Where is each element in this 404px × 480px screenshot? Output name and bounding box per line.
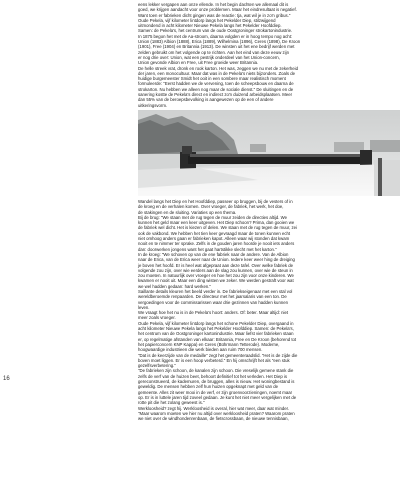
text-line: naar de Erica, van de Erica weer naar de Union. Iedere keer weer hing de dreiging [138,257,295,263]
article-photo [138,110,400,196]
article-text-bottom [138,199,400,421]
text-line: volgende zou zijn, over wie eerders aan de slag zou kunnen, over wie de steun in [138,267,293,273]
text-line: eens lekker vergapen aan onze ellende. In het begin dachten we allemaal dit is [138,2,289,7]
text-line: Oude Pekela, vijf kilometer lintdorp langs het Pekelder Diep, stilzwijgend [138,17,276,23]
text-line: we niet over de windhondenrenbaan, de fietscrossbaan, de nieuwe tennisbaan, [138,416,289,422]
text-line: dan: doorwerken jongens want het gaat hartstikke slecht met het karton." [138,246,277,252]
text-line: het papierconcern KNP Kappa) en Ceres (Bührmann Tetterode). Moderne, [138,341,280,347]
text-line: zelden gebruikt om het volgende op te richten. Aan het eind van deze eeuw zijn [138,49,289,55]
text-line: Werkloosheid? zegt hij. Werkloosheid is overal, hier wat meer, daar wat minder. [138,405,290,411]
text-line: Saillante details kleuren het beeld verder in. De fabriekseigenaar met een stal vol [138,288,293,294]
text-line: De helle streek vrat, dronk en rook karton. Het was, zeggen we nu met de zekerheid [138,65,299,71]
text-line: uitmondend in acht kilometer Nieuwe Pekela langs het Pekelder Hoofddiep. [138,23,282,29]
text-line: gezelfsverbetering." [138,363,176,369]
text-line: huidige burgemeester Smidt het ooit in een sombere maar realistisch moment [138,76,286,82]
text-line: goed, we krijgen aandacht voor onze problemen. Maar het eindresultaat is negatief. [138,7,297,13]
text-line: "Maar waarom moeten we hier nu altijd over werkloosheid praten? Waarom praten [138,410,295,416]
text-line: dan 55% van de beroepsbevolking is aangewezen op de een of andere [138,97,274,103]
text-line: Wandel langs het Diep en het Hoofddiep, passeer op bruggen, bij de vesters of in [138,198,293,204]
text-line: meer zoals vroeger. [138,315,176,321]
text-line: de fabriek wel dicht. Het is kiezen of delen. We staan met de rug tegen de muur, zei [138,225,297,231]
text-line: nooit en te nimmer ter sprake. Zelfs in de gouden jaren hoorde je nooit iets anders [138,241,295,247]
text-line: de stakingen en de sluiting. Variaties op een thema. [138,209,237,215]
text-line: kunnen het geld maar een keer uitgeven. Het Diep schoon? Prima, dan gooien we [138,220,295,226]
text-line: acht kilometer Nieuwe Pekela langs het Pekelder Hoofddiep. Samen: de Pekela's, [138,326,294,332]
text-line: we wel hadden gedaan: hard werken." [138,283,211,289]
text-line: uitkeringsvorm. [138,102,168,108]
text-line: je boven het hoofd. Er is heel wat afgepraat aan deze tafel. Over welke fabriek de [138,262,294,268]
text-line: er, op regelmatige afstanden van elkaar: Britannia, Free en De Kroon (behorend tot [138,336,297,342]
text-line: zelfs de verf van de huizen beet, behoort definitief tot het verleden. Het Diep is [138,373,288,379]
text-line: de kroeg en de verhalen komen. Over vroeger, de fabriek, het werk, het doe, [138,204,284,210]
text-line: op. Er is in luttele jaren tijd zoveel gedaan. Je kunt het niet meer vergelijken met de [138,394,297,400]
text-line: "De fabrieken zijn schoon, de kanalen zijn schoon. Die vreselijk gemene stank die [138,368,294,374]
text-line: sanering kostte de Pekela's direct en indirect zo'n duizend arbeidsplaatsen. Meer [138,92,293,98]
text-line: Want toen er fabrieken dicht gingen was de reactie: tja, wat wil je in zo'n gribus." [138,12,291,18]
text-line: "Dat is de keerzijde van de medaille" zegt het gemeenteraadslid. "Het is de zijde die [138,352,298,358]
text-line: formuleerde: "Eerst hadden we de vervening, toen de scheepsbouw en daarna de [138,81,294,87]
text-line: In de kroeg: "We schoven op van de ene fabriek naar de andere. Van de Albion [138,251,289,257]
text-line: er nog drie over: Union, wat een pestrijk onderdeel van het Union-concern, [138,54,280,60]
text-line: Oude Pekela, vijf kilometer lintdorp langs het schone Pekelder Diep, overgaand in [138,320,294,326]
text-line: Union (1883) Albion (1888), Erica (1889), Wilhelmina (1896), Ceres (1898), De Kroon [138,39,301,45]
text-line: rotte pit die het zolang geweest is." [138,400,205,406]
text-line: geweldig. De mensen hebben zelf hun huizen opgeknapt met geld van de [138,384,278,390]
text-line: kwamen er nooit uit. Maar een ding wisten we zeker. We werden gestraft voor wat [138,278,294,284]
text-line: vergoedingen voor de commissarissen waar drie gezinnen van hadden kunnen [138,299,289,305]
text-line: leven. [138,304,150,310]
text-line: het centrum van de Oostgroninger kartonindustrie. Maar liefst vier fabrieken staan [138,331,294,337]
text-line: boven moet liggen. Er is een hoop verbeterd." En hij omschrijft het als "een stuk [138,357,290,363]
text-line: Bij de brug: "We staan met de rug tegen de muur zeiden de directies altijd. We [138,214,287,220]
text-line: We vraagt hoe het nu is in de Pekela's hoort: anders. Of: beter. Maar altijd: niet [138,310,289,316]
text-line: strokarton. Nu hebben we alleen nog maar de sociale dienst." De sluitingen en de [138,86,294,92]
article-column [138,2,400,421]
text-line: wereldberoemde renpaarden. De directeur met het jaarsalaris van een ton. De [138,294,287,300]
text-line: In 1875 begon het met de Aa-stroom, daarna volgden er in hoog tempo nog acht: [138,33,293,39]
article-text-top [138,2,400,108]
text-line: Samen: de Pekela's, het centrum van de oude Oostgroninger strokartonindustrie. [138,28,293,34]
text-line: Union gevonde Albion en Free, uit Free groeide weer Britannia. [138,60,259,66]
page-number: 16 [3,376,10,382]
text-line: (1901), Free (1904) en Britannia (1913). De winsten uit het ene bedrijf werden met [138,44,295,50]
text-line: zou moeten. In natuurlijk over vroeger en hoe het zou zijn voor onze kinderen. We [138,273,294,279]
text-line: der jaren, een monocultuur. Maar dat was in de Pekela's niets bijzonders. Zoals de [138,70,296,76]
text-line: ook de vakbond. We hebben het tien keer gevraagd maar de tonen kunnen echt [138,230,291,236]
text-line: gereconstrueerd, de kademuren, de bruggen, alles is nieuw. Het woningbestand is [138,379,295,385]
photo-graphic [138,110,400,196]
text-line: gemeente. Alles zit weer mooi in de verf, er zijn groenvoorzieningen, noemt maar [138,389,293,395]
text-line: niet omhoog anders gaan er fabrieken kapot. Alleen waar wij stonden dat kwam [138,236,290,242]
text-line: hoogwaardige industrieen die werk bieden aan ruim 700 mensen. [138,347,263,353]
